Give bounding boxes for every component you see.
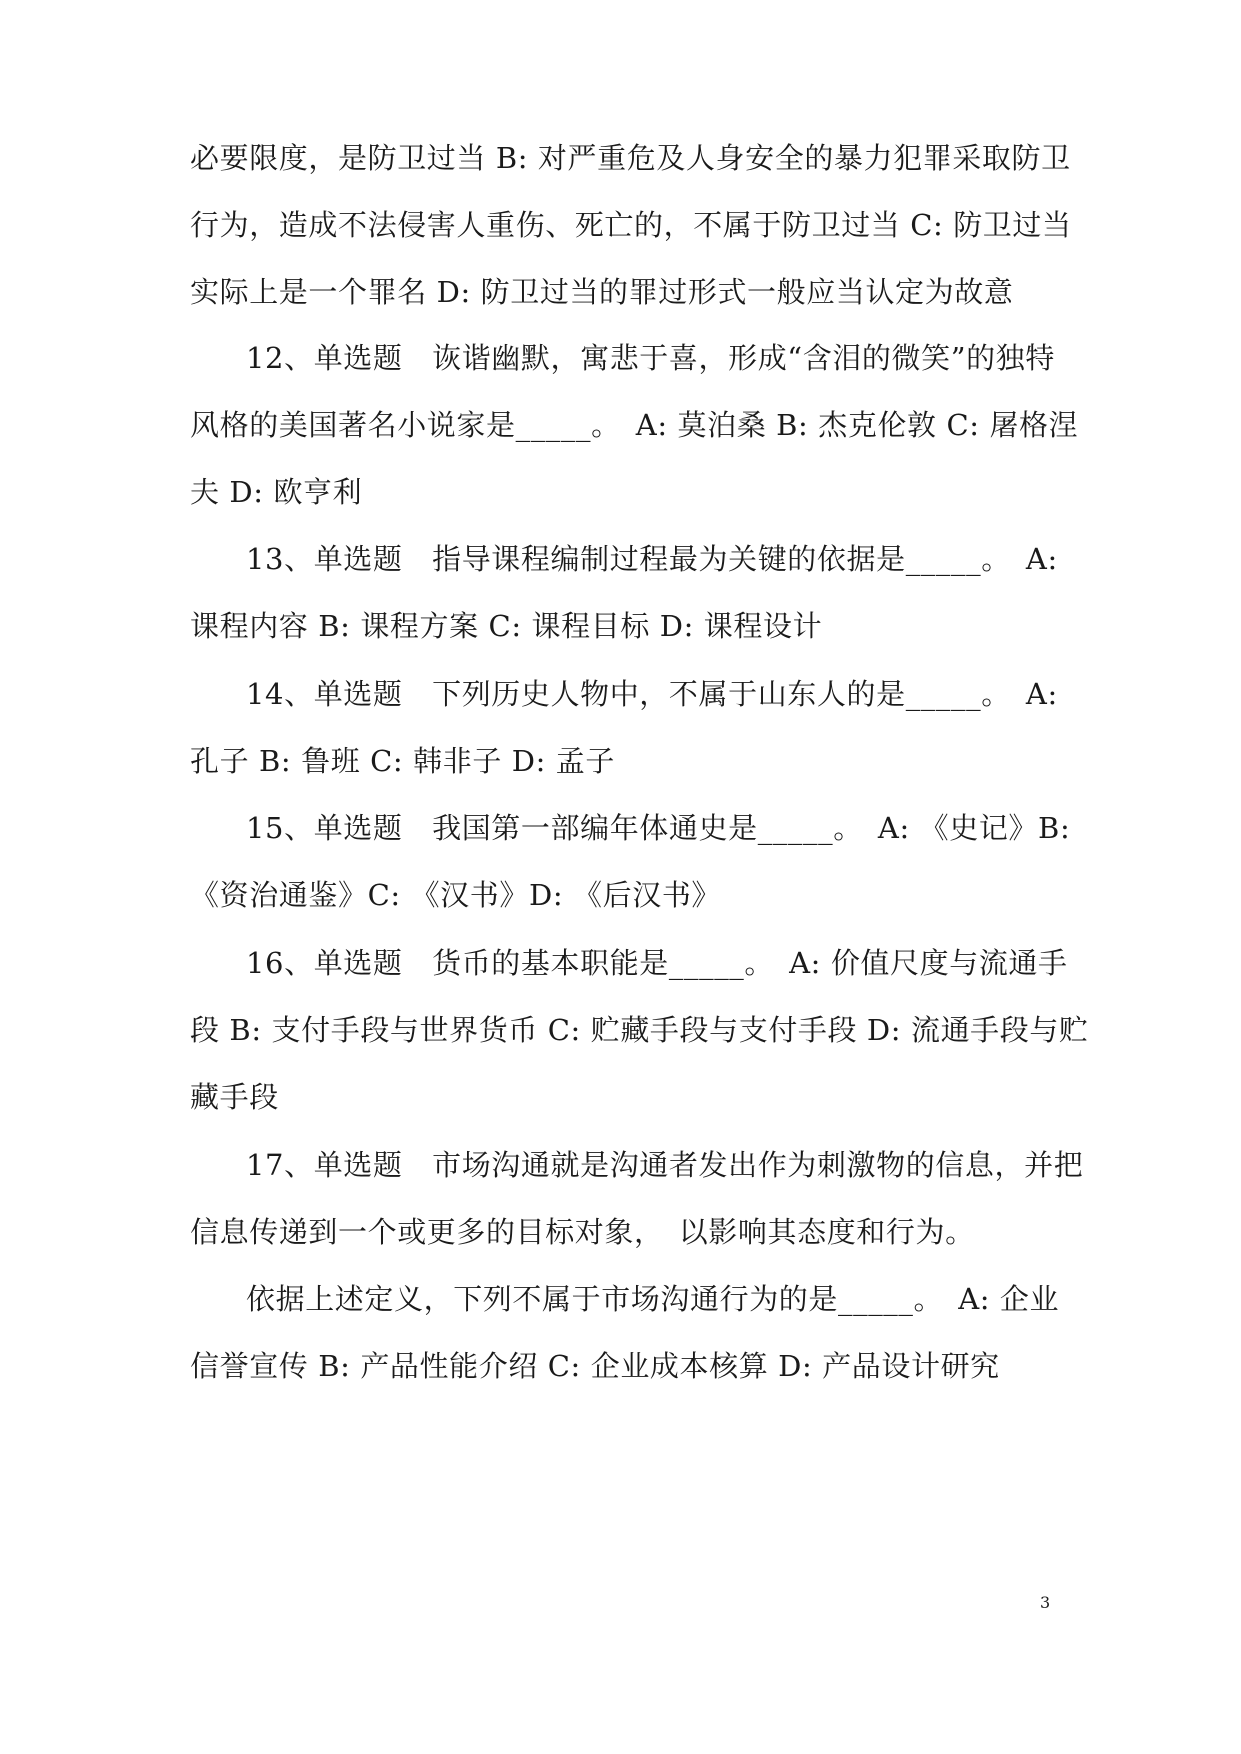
text-line: 课程内容 B: 课程方案 C: 课程目标 D: 课程设计	[190, 609, 823, 643]
question-15-line: 15、单选题 我国第一部编年体通史是_____。 A: 《史记》B:	[246, 811, 1071, 845]
text-line: 信誉宣传 B: 产品性能介绍 C: 企业成本核算 D: 产品设计研究	[190, 1349, 1000, 1383]
question-16-line: 16、单选题 货币的基本职能是_____。 A: 价值尺度与流通手	[246, 946, 1068, 980]
text-line: 风格的美国著名小说家是_____。 A: 莫泊桑 B: 杰克伦敦 C: 屠格涅	[190, 408, 1079, 442]
question-17-line: 17、单选题 市场沟通就是沟通者发出作为刺激物的信息，并把	[246, 1148, 1084, 1182]
text-line: 夫 D: 欧亨利	[190, 475, 363, 509]
question-12-line: 12、单选题 诙谐幽默，寓悲于喜，形成“含泪的微笑”的独特	[246, 341, 1055, 375]
question-13-line: 13、单选题 指导课程编制过程最为关键的依据是_____。 A:	[246, 542, 1058, 576]
text-line: 实际上是一个罪名 D: 防卫过当的罪过形式一般应当认定为故意	[190, 275, 1014, 309]
text-line: 孔子 B: 鲁班 C: 韩非子 D: 孟子	[190, 744, 615, 778]
text-line: 段 B: 支付手段与世界货币 C: 贮藏手段与支付手段 D: 流通手段与贮	[190, 1013, 1089, 1047]
page-number: 3	[1040, 1593, 1051, 1612]
text-line: 信息传递到一个或更多的目标对象， 以影响其态度和行为。	[190, 1215, 975, 1249]
text-line: 《资治通鉴》C: 《汉书》D: 《后汉书》	[190, 878, 722, 912]
text-line: 依据上述定义，下列不属于市场沟通行为的是_____。 A: 企业	[246, 1282, 1060, 1316]
text-line: 藏手段	[190, 1080, 279, 1114]
text-line: 行为，造成不法侵害人重伤、死亡的，不属于防卫过当 C: 防卫过当	[190, 208, 1072, 242]
question-14-line: 14、单选题 下列历史人物中，不属于山东人的是_____。 A:	[246, 677, 1058, 711]
text-line: 必要限度，是防卫过当 B: 对严重危及人身安全的暴力犯罪采取防卫	[190, 141, 1071, 175]
